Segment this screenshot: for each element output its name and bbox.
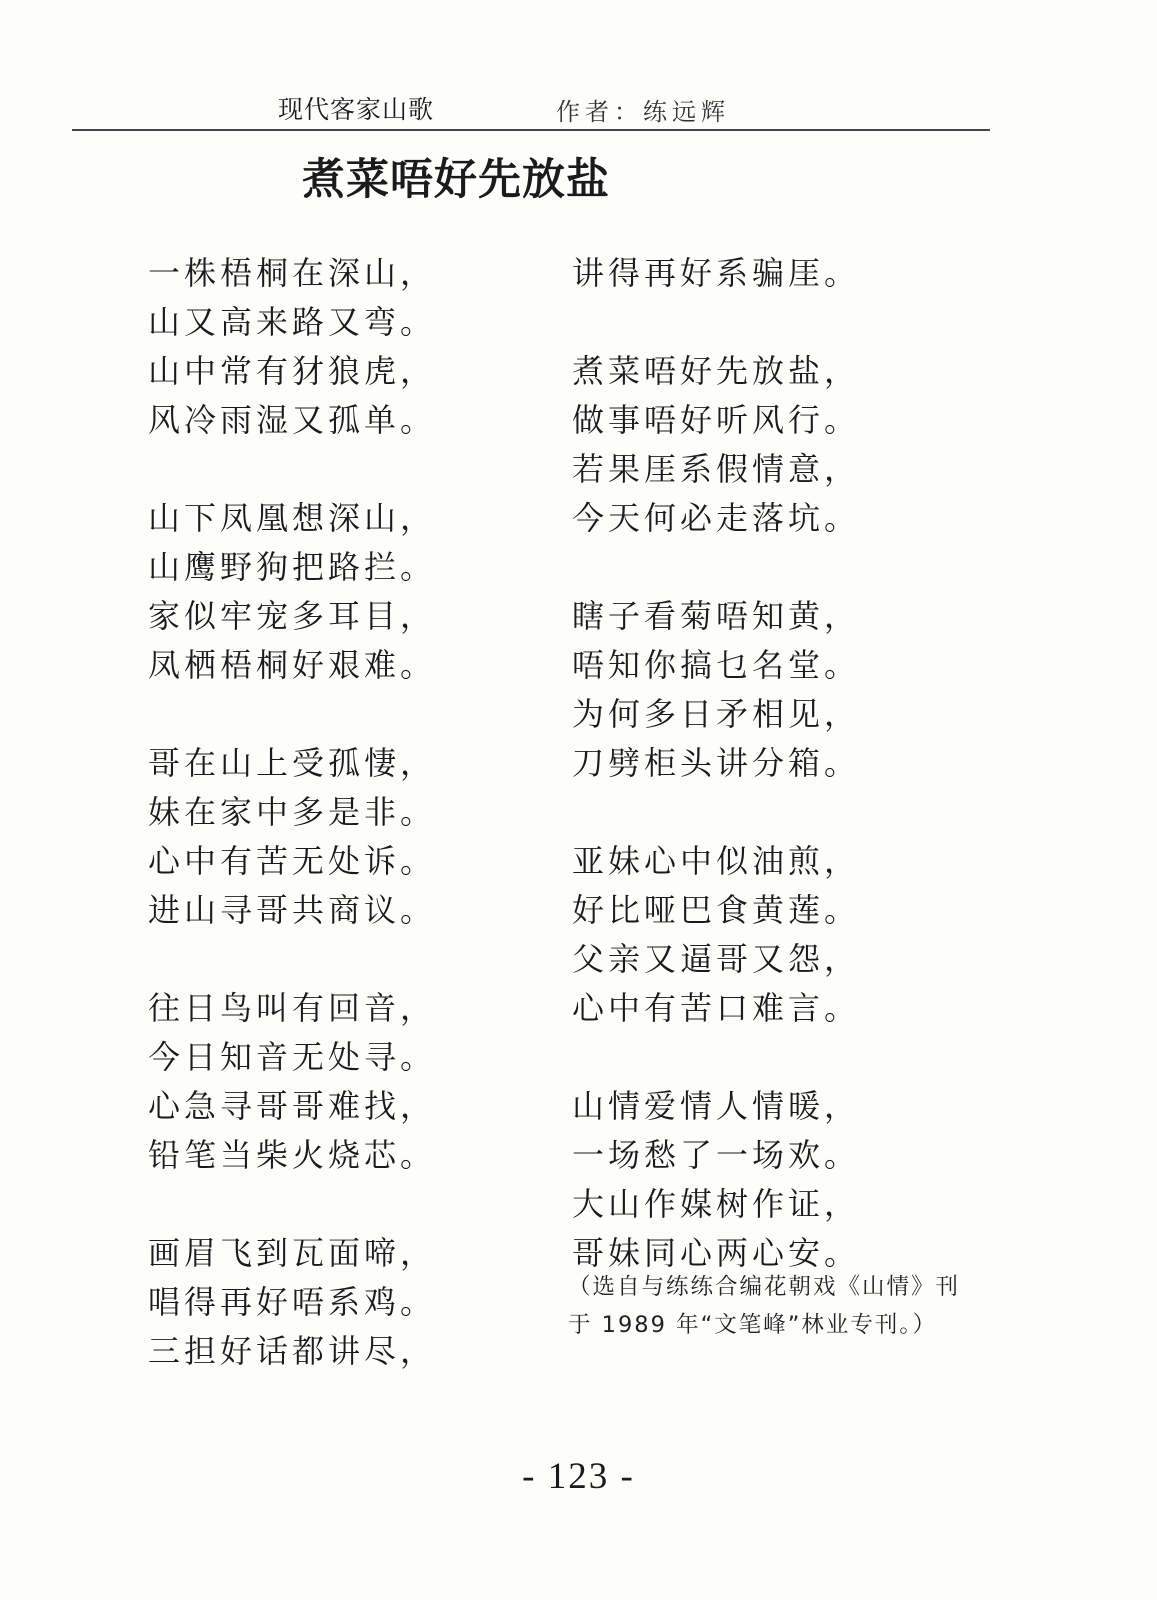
verse-line: 风冷雨湿又孤单。: [148, 401, 437, 439]
verse-line: 若果厓系假情意，: [572, 450, 861, 488]
verse-line: 心中有苦口难言。: [572, 989, 861, 1027]
stanza: [572, 592, 860, 788]
verse-line: 父亲又逼哥又怨，: [572, 940, 861, 978]
source-note: （选自与练练合编花朝戏《山情》刊于 1989 年“文笔峰”林业专刊。）: [568, 1274, 961, 1338]
verse-line: 山下凤凰想深山，: [148, 499, 437, 537]
verse-line: 妹在家中多是非。: [148, 793, 437, 831]
verse-line: 好比哑巴食黄莲。: [572, 891, 861, 929]
book-title: 现代客家山歌: [278, 95, 435, 124]
verse-line: 心中有苦无处诉。: [148, 842, 437, 880]
verse-line: 家似牢宠多耳目，: [148, 597, 437, 635]
author-line: 作者：练远辉: [556, 98, 730, 126]
stanza: [148, 249, 436, 445]
stanza: [572, 249, 860, 298]
verse-line: 唱得再好唔系鸡。: [148, 1283, 437, 1321]
stanza: [572, 347, 860, 543]
verse-line: 哥妹同心两心安。: [572, 1234, 861, 1272]
page-number: - 123 -: [522, 1456, 635, 1497]
stanza: [148, 739, 436, 935]
verse-line: 一株梧桐在深山，: [148, 254, 437, 292]
stanza: [148, 984, 436, 1180]
verse-line: 三担好话都讲尽，: [148, 1332, 437, 1370]
verse-line: 进山寻哥共商议。: [148, 891, 437, 929]
verse-line: 刀劈柜头讲分箱。: [572, 744, 861, 782]
verse-line: 画眉飞到瓦面啼，: [148, 1234, 437, 1272]
poem-title: 煮菜唔好先放盐: [302, 155, 610, 205]
stanza: [148, 1229, 436, 1376]
verse-line: 山中常有犲狼虎，: [148, 352, 437, 390]
verse-line: 讲得再好系骗厓。: [572, 254, 861, 292]
stanza: [572, 837, 860, 1033]
verse-line: 心急寻哥哥难找，: [148, 1087, 437, 1125]
stanza: [572, 1082, 860, 1278]
verse-line: 山情爱情人情暖，: [572, 1087, 861, 1125]
verse-line: 亚妹心中似油煎，: [572, 842, 861, 880]
verse-line: 瞎子看菊唔知黄，: [572, 597, 861, 635]
verse-line: 凤栖梧桐好艰难。: [148, 646, 437, 684]
verse-line: 今日知音无处寻。: [148, 1038, 437, 1076]
verse-line: 唔知你搞乜名堂。: [572, 646, 861, 684]
verse-line: 往日鸟叫有回音，: [148, 989, 437, 1027]
verse-line: 大山作媒树作证，: [572, 1185, 861, 1223]
verse-line: 今天何必走落坑。: [572, 499, 861, 537]
right-column: [572, 249, 860, 1327]
verse-line: 铅笔当柴火烧芯。: [148, 1136, 437, 1174]
stanza: [148, 494, 436, 690]
verse-line: 山鹰野狗把路拦。: [148, 548, 437, 586]
verse-line: 哥在山上受孤悽，: [148, 744, 437, 782]
verse-line: 做事唔好听风行。: [572, 401, 861, 439]
verse-line: 为何多日矛相见，: [572, 695, 861, 733]
left-column: [148, 249, 436, 1425]
verse-line: 山又高来路又弯。: [148, 303, 437, 341]
verse-line: 煮菜唔好先放盐，: [572, 352, 861, 390]
header-rule: [72, 129, 990, 131]
verse-line: 一场愁了一场欢。: [572, 1136, 861, 1174]
